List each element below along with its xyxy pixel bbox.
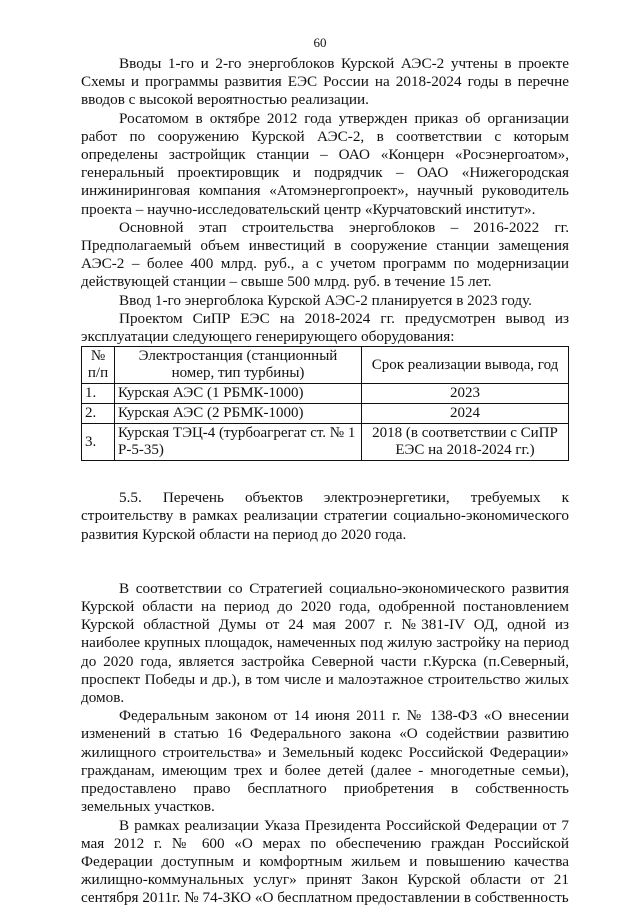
cell-station: Курская АЭС (1 РБМК-1000) <box>115 384 362 404</box>
paragraph: В соответствии со Стратегией социально-экономического развития Курской области на период до 2020 года, одобренной постановлением Курской областной Думы от 24 мая 2007 г. №381-IV ОД, одной из наиболее крупных площадок, намеченных под жилую застройку на период до 2020 года, является застройка Северной части г.Курска (п.Северный, проспект Победы и др.), в том числе и малоэтажное строительство жилых домов. <box>81 579 569 707</box>
table-row <box>82 404 569 424</box>
cell-period: 2024 <box>362 404 569 424</box>
cell-period: 2018 (в соответствии с СиПР ЕЭС на 2018-2024 гг.) <box>362 424 569 461</box>
cell-num: 2. <box>82 404 115 424</box>
paragraph: В рамках реализации Указа Президента Российской Федерации от 7 мая 2012 г. № 600 «О мерах по обеспечению граждан Российской Федерации доступным и комфортным жильем и повышению качества жилищно-коммунальных услуг» принят Закон Курской области от 21 сентября 2011г. № 74-ЗКО «О бесплатном предоставлении в собственность <box>81 816 569 907</box>
paragraph: Ввод 1-го энергоблока Курской АЭС-2 планируется в 2023 году. <box>119 291 532 309</box>
column-header-period: Срок реализации вывода, год <box>362 347 569 384</box>
page-number: 60 <box>313 35 327 50</box>
cell-num: 3. <box>82 424 115 461</box>
column-header-station: Электростанция (станционный номер, тип турбины) <box>115 347 362 384</box>
section-heading: 5.5. Перечень объектов электроэнергетики, требуемых к строительству в рамках реализации стратегии социально-экономического развития Курской области на период до 2020 года. <box>81 489 569 543</box>
document-body <box>81 55 569 908</box>
table-header-row <box>82 347 569 384</box>
paragraph: Вводы 1-го и 2-го энергоблоков Курской АЭС-2 учтены в проекте Схемы и программы развития ЕЭС России на 2018-2024 годы в перечне вводов с высокой вероятностью реализации. <box>81 55 569 109</box>
cell-station: Курская АЭС (2 РБМК-1000) <box>115 404 362 424</box>
cell-station: Курская ТЭЦ-4 (турбоагрегат ст. № 1 Р-5-35) <box>115 424 362 461</box>
table-row <box>82 424 569 461</box>
section-5-5 <box>81 489 569 544</box>
paragraph: Проектом СиПР ЕЭС на 2018-2024 гг. предусмотрен вывод из эксплуатации следующего генерирующего оборудования: <box>81 309 569 346</box>
decommission-table <box>81 346 569 461</box>
cell-period: 2023 <box>362 384 569 404</box>
paragraph: Основной этап строительства энергоблоков – 2016-2022 гг. Предполагаемый объем инвестиций в сооружение станции замещения АЭС-2 – более 400 млрд. руб., а с учетом программ по модернизации действующей станции – свыше 500 млрд. руб. в течение 15 лет. <box>81 218 569 291</box>
paragraph: Росатомом в октябре 2012 года утвержден приказ об организации работ по сооружению Курской АЭС-2, в соответствии с которым определены застройщик станции – ОАО «Концерн «Росэнергоатом», генеральный проектировщик и подрядчик – ОАО «Нижегородская инжиниринговая компания «Атомэнергопроект», научный руководитель проекта – научно-исследовательский центр «Курчатовский институт». <box>81 109 569 218</box>
column-header-num: № п/п <box>82 347 115 384</box>
paragraph: Федеральным законом от 14 июня 2011 г. № 138-ФЗ «О внесении изменений в статью 16 Федерального закона «О содействии развитию жилищного строительства» и Земельный кодекс Российской Федерации» гражданам, имеющим трех и более детей (далее - многодетные семьи), предоставлено право бесплатного приобретения в собственность земельных участков. <box>81 707 569 816</box>
table-row <box>82 384 569 404</box>
cell-num: 1. <box>82 384 115 404</box>
spacer <box>81 544 569 580</box>
